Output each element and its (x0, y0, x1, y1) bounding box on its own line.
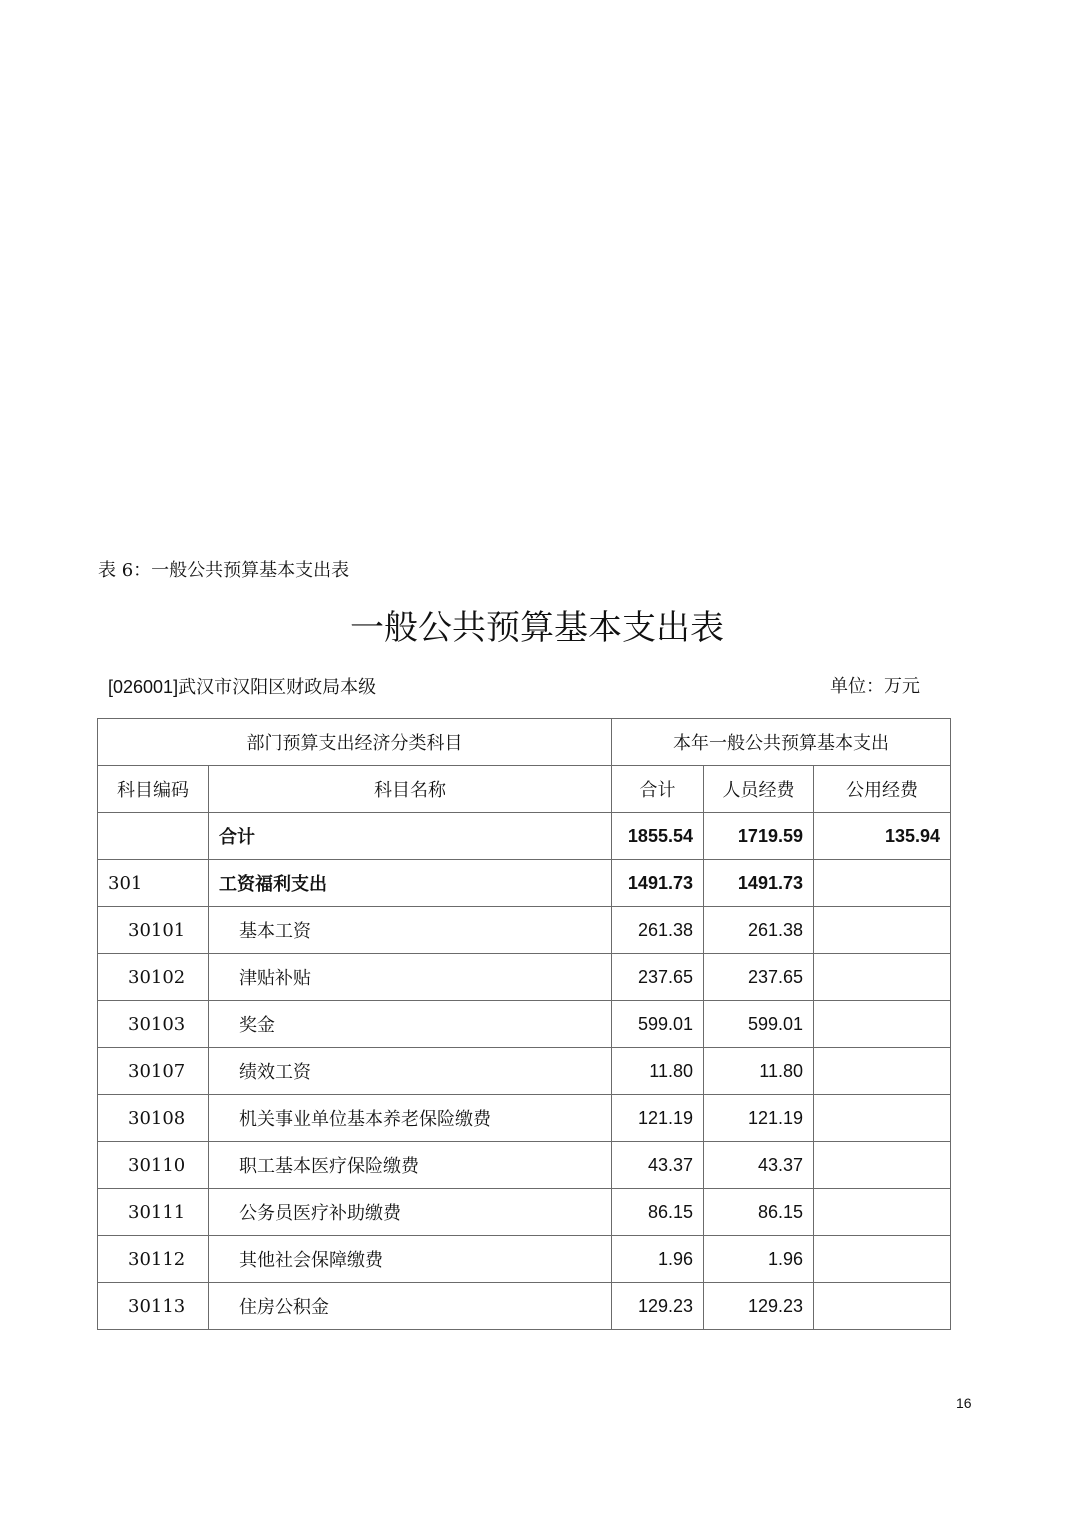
public-cell (814, 1236, 951, 1283)
name-cell: 绩效工资 (209, 1048, 612, 1095)
name-cell: 其他社会保障缴费 (209, 1236, 612, 1283)
name-cell: 基本工资 (209, 907, 612, 954)
total-cell: 11.80 (612, 1048, 704, 1095)
column-header-total: 合计 (612, 766, 704, 813)
code-cell: 30102 (98, 954, 209, 1001)
public-cell (814, 954, 951, 1001)
personnel-cell: 1.96 (704, 1236, 814, 1283)
table-row (98, 1189, 951, 1236)
column-header-code: 科目编码 (98, 766, 209, 813)
table-row (98, 1048, 951, 1095)
unit-label: 单位：万元 (830, 676, 920, 697)
table-row (98, 1283, 951, 1330)
column-header-name: 科目名称 (209, 766, 612, 813)
organization-code: [026001] (108, 677, 179, 697)
group-header-classification: 部门预算支出经济分类科目 (98, 719, 612, 766)
personnel-cell: 43.37 (704, 1142, 814, 1189)
organization-name: 武汉市汉阳区财政局本级 (178, 677, 377, 698)
public-cell (814, 1283, 951, 1330)
code-cell: 301 (98, 860, 209, 907)
public-cell (814, 1142, 951, 1189)
name-cell: 工资福利支出 (209, 860, 612, 907)
budget-table (97, 718, 951, 1330)
total-code-cell (98, 813, 209, 860)
table-row (98, 1142, 951, 1189)
table-row (98, 907, 951, 954)
code-cell: 30107 (98, 1048, 209, 1095)
total-public-cell: 135.94 (814, 813, 951, 860)
public-cell (814, 860, 951, 907)
total-cell: 121.19 (612, 1095, 704, 1142)
total-cell: 237.65 (612, 954, 704, 1001)
column-header-personnel: 人员经费 (704, 766, 814, 813)
personnel-cell: 86.15 (704, 1189, 814, 1236)
table-row (98, 1001, 951, 1048)
public-cell (814, 1048, 951, 1095)
table-row (98, 1236, 951, 1283)
total-cell: 261.38 (612, 907, 704, 954)
column-header-row (98, 766, 951, 813)
public-cell (814, 1189, 951, 1236)
code-cell: 30112 (98, 1236, 209, 1283)
page-number: 16 (956, 1395, 972, 1411)
name-cell: 津贴补贴 (209, 954, 612, 1001)
total-cell: 86.15 (612, 1189, 704, 1236)
public-cell (814, 907, 951, 954)
total-row (98, 813, 951, 860)
column-header-public: 公用经费 (814, 766, 951, 813)
table-caption: 表 6：一般公共预算基本支出表 (98, 560, 350, 581)
organization-label (108, 674, 376, 701)
personnel-cell: 237.65 (704, 954, 814, 1001)
code-cell: 30113 (98, 1283, 209, 1330)
group-header-row (98, 719, 951, 766)
code-cell: 30103 (98, 1001, 209, 1048)
personnel-cell: 11.80 (704, 1048, 814, 1095)
personnel-cell: 261.38 (704, 907, 814, 954)
name-cell: 奖金 (209, 1001, 612, 1048)
public-cell (814, 1001, 951, 1048)
group-header-expenditure: 本年一般公共预算基本支出 (612, 719, 951, 766)
total-cell: 1.96 (612, 1236, 704, 1283)
total-cell: 599.01 (612, 1001, 704, 1048)
total-cell: 129.23 (612, 1283, 704, 1330)
total-personnel-cell: 1719.59 (704, 813, 814, 860)
personnel-cell: 1491.73 (704, 860, 814, 907)
name-cell: 机关事业单位基本养老保险缴费 (209, 1095, 612, 1142)
personnel-cell: 129.23 (704, 1283, 814, 1330)
name-cell: 职工基本医疗保险缴费 (209, 1142, 612, 1189)
code-cell: 30111 (98, 1189, 209, 1236)
total-cell: 43.37 (612, 1142, 704, 1189)
code-cell: 30101 (98, 907, 209, 954)
public-cell (814, 1095, 951, 1142)
code-cell: 30110 (98, 1142, 209, 1189)
code-cell: 30108 (98, 1095, 209, 1142)
table-row (98, 954, 951, 1001)
personnel-cell: 599.01 (704, 1001, 814, 1048)
page-title: 一般公共预算基本支出表 (350, 608, 724, 648)
total-sum-cell: 1855.54 (612, 813, 704, 860)
table-row (98, 860, 951, 907)
name-cell: 公务员医疗补助缴费 (209, 1189, 612, 1236)
name-cell: 住房公积金 (209, 1283, 612, 1330)
table-row (98, 1095, 951, 1142)
total-cell: 1491.73 (612, 860, 704, 907)
total-name-cell: 合计 (209, 813, 612, 860)
personnel-cell: 121.19 (704, 1095, 814, 1142)
